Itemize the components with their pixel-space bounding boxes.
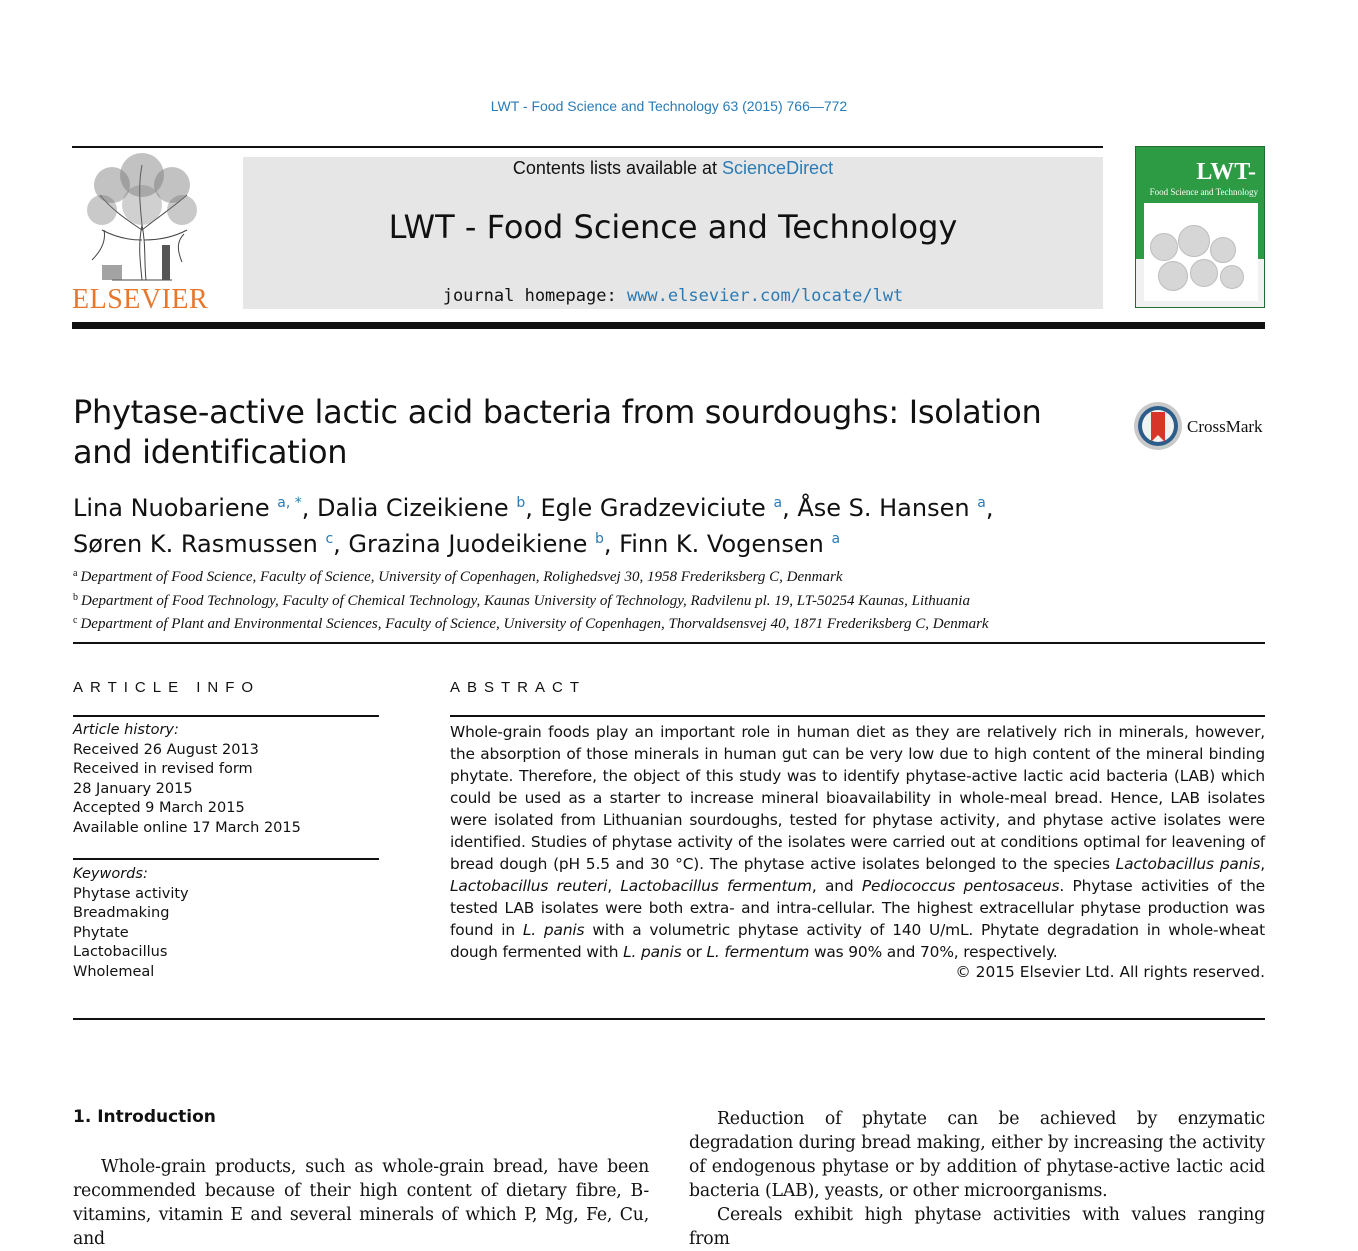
contents-line	[243, 158, 1103, 179]
cover-subtitle: Food Science and Technology	[1149, 187, 1258, 197]
section-heading-introduction: 1. Introduction	[73, 1107, 216, 1127]
elsevier-wordmark: ELSEVIER	[72, 284, 209, 315]
paragraph: Reduction of phytate can be achieved by enzymatic degradation during bread making, either by increasing the activity of endogenous phytase or by addition of phytase-active lactic acid bacteria (LAB), yeasts, or other microorganisms.	[689, 1109, 1265, 1201]
paragraph: Whole-grain products, such as whole-grain bread, have been recommended because of their high content of dietary fibre, B-vitamins, vitamin E and several minerals of which P, Mg, Fe, Cu, and	[73, 1157, 649, 1249]
cover-image	[1144, 203, 1258, 301]
author: Dalia Cizeikiene $^b$,	[317, 494, 541, 522]
divider	[73, 715, 379, 717]
copyright-notice: © 2015 Elsevier Ltd. All rights reserved.	[955, 963, 1265, 981]
crossmark-label[interactable]: CrossMark	[1187, 417, 1263, 436]
homepage-prefix: journal homepage:	[442, 286, 617, 306]
keyword: Phytase activity	[73, 885, 189, 902]
history-item: Available online 17 March 2015	[73, 819, 301, 836]
author: Søren K. Rasmussen $^c$,	[73, 530, 349, 558]
paragraph: Cereals exhibit high phytase activities with values ranging from	[689, 1205, 1265, 1249]
sciencedirect-link[interactable]: ScienceDirect	[722, 158, 834, 178]
author: Egle Gradzeviciute $^a$,	[540, 494, 798, 522]
history-item: Accepted 9 March 2015	[73, 800, 245, 817]
author: Åse S. Hansen $^a$,	[797, 494, 994, 522]
history-item: 28 January 2015	[73, 780, 193, 797]
header-top-rule	[72, 146, 1103, 148]
journal-name: LWT - Food Science and Technology	[388, 208, 958, 246]
divider	[73, 1018, 1265, 1020]
homepage-link[interactable]: www.elsevier.com/locate/lwt	[626, 286, 904, 306]
keywords-label: Keywords:	[73, 866, 148, 882]
author: Lina Nuobariene $^{a, *}$,	[73, 494, 318, 522]
article-info-heading: ARTICLE INFO	[73, 679, 261, 696]
affiliation: $^a$ Department of Food Science, Faculty of Science, University of Copenhagen, Rolighedsvej 30, 1958 Frederiksberg C, Denmark	[73, 568, 843, 585]
journal-cover-thumbnail[interactable]	[1135, 146, 1265, 308]
abstract-heading: ABSTRACT	[450, 679, 587, 696]
body-column-right	[689, 1107, 1265, 1251]
affiliation: $^b$ Department of Food Technology, Faculty of Chemical Technology, Kaunas University of Technology, Radvilenu pl. 19, LT-50254 Kaunas, Lithuania	[73, 591, 970, 609]
article-history	[73, 721, 373, 839]
cover-title: LWT-	[1196, 159, 1256, 185]
author: Finn K. Vogensen $^a$	[619, 530, 841, 558]
journal-citation[interactable]: LWT - Food Science and Technology 63 (2015) 766—772	[490, 98, 848, 114]
keyword: Lactobacillus	[73, 944, 168, 961]
history-label: Article history:	[73, 722, 179, 738]
affiliation: $^c$ Department of Plant and Environmental Sciences, Faculty of Science, University of Copenhagen, Thorvaldsensvej 40, 1871 Frederiksberg C, Denmark	[73, 615, 989, 632]
header-bottom-rule	[72, 322, 1265, 329]
journal-homepage	[243, 286, 1103, 306]
divider	[450, 715, 1265, 717]
keywords	[73, 865, 373, 983]
abstract-text: Whole-grain foods play an important role in human diet as they are relatively rich in minerals, however, the absorption of those minerals in human gut can be very low due to high content of the mineral binding phytate. Therefore, the object of this study was to identify phytase-active lactic acid bacteria (LAB) which could be used as a starter to increase mineral bioavailability in whole-meal bread. Hence, LAB isolates were isolated from Lithuanian sourdoughs, tested for phytase activity, and phytase active isolates were identified. Studies of phytase activity of the isolates were carried out at conditions optimal for leavening of bread dough (pH 5.5 and 30 °C). The phytase active isolates belonged to the species Lactobacillus panis, Lactobacillus reuteri, Lactobacillus fermentum, and Pediococcus pentosaceus. Phytase activities of the tested LAB isolates were both extra- and intra-cellular. The highest extracellular phytase production was found in L. panis with a volumetric phytase activity of 140 U/mL. Phytate degradation in whole-wheat dough fermented with L. panis or L. fermentum was 90% and 70%, respectively.	[450, 723, 1265, 961]
body-column-left	[73, 1155, 649, 1251]
author: Grazina Juodeikiene $^b$,	[348, 530, 620, 558]
contents-prefix: Contents lists available at	[512, 158, 718, 178]
divider	[73, 642, 1265, 644]
affiliations	[73, 564, 1173, 635]
keyword: Phytate	[73, 924, 129, 941]
keyword: Breadmaking	[73, 905, 170, 922]
history-item: Received in revised form	[73, 761, 253, 778]
history-item: Received 26 August 2013	[73, 741, 259, 758]
article-title: Phytase-active lactic acid bacteria from sourdoughs: Isolation and identification	[73, 393, 1042, 471]
divider	[73, 858, 379, 860]
author-list	[73, 488, 1073, 560]
keyword: Wholemeal	[73, 963, 155, 980]
